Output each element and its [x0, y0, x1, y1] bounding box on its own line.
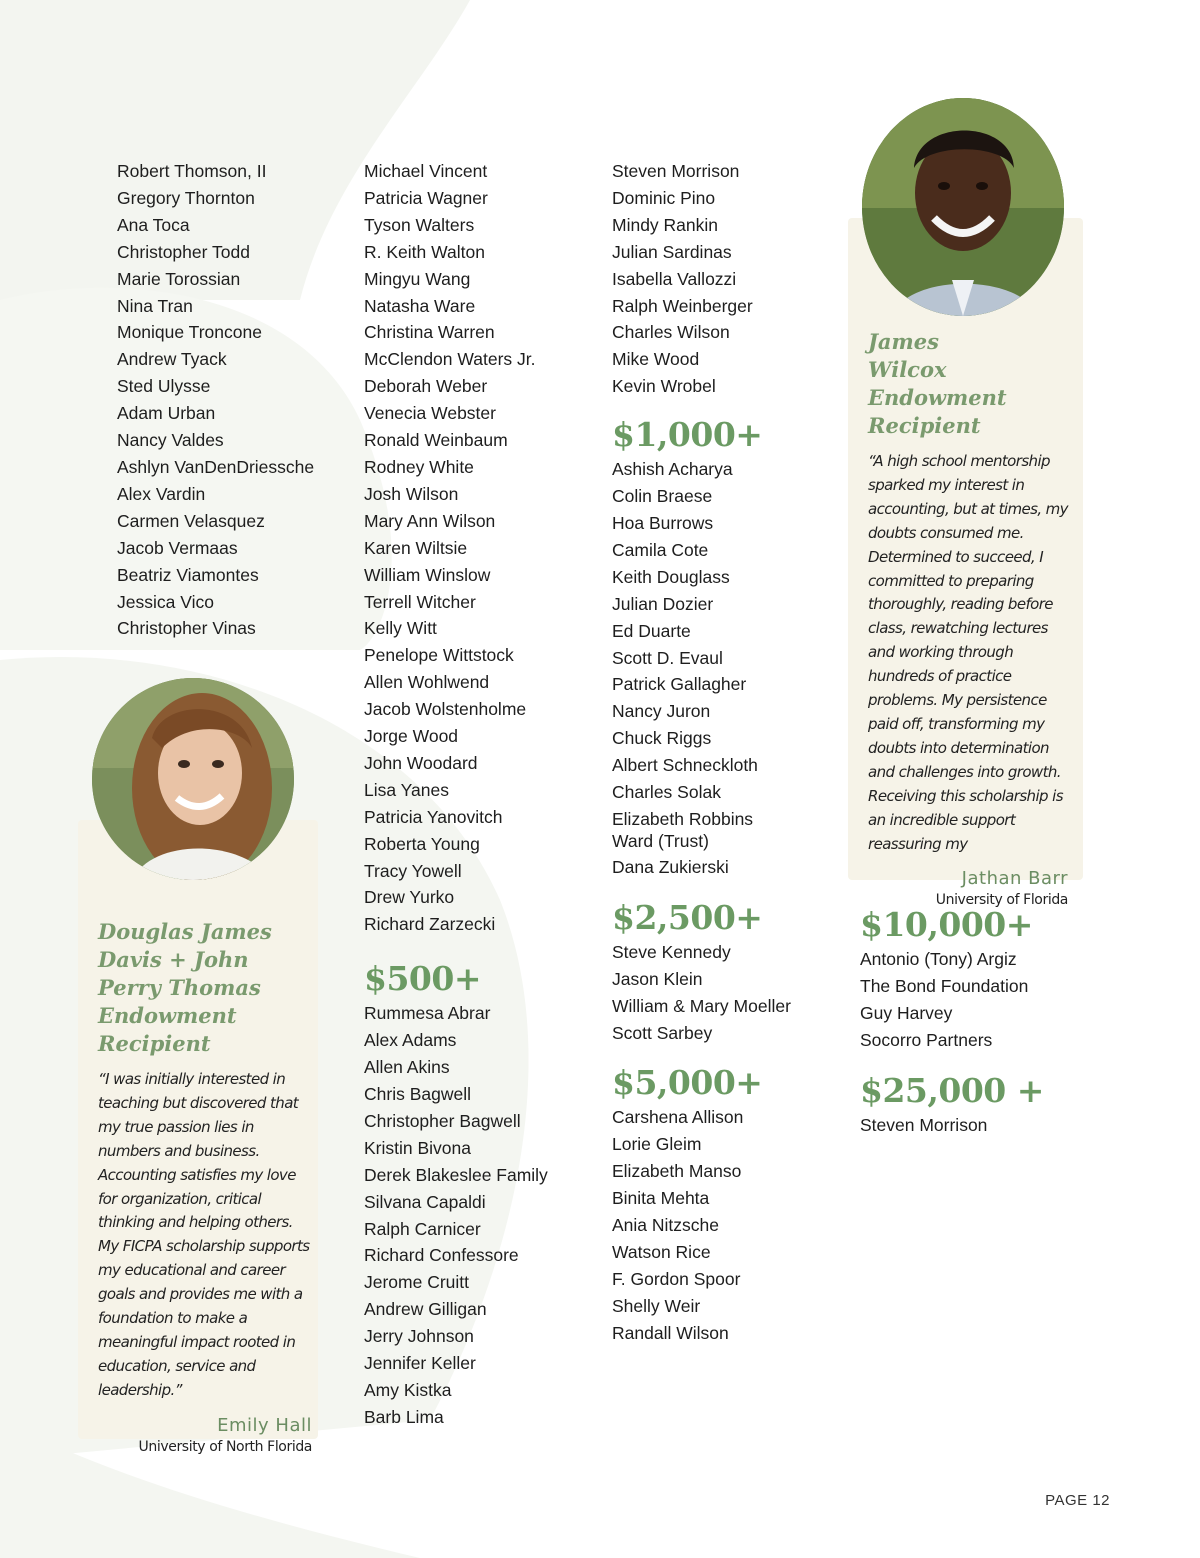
list-item: Nancy Juron	[612, 701, 711, 722]
list-item: Jacob Wolstenholme	[364, 699, 527, 720]
list-item: Jorge Wood	[364, 726, 459, 747]
recipient-school: University of North Florida	[138, 1438, 312, 1455]
column-2	[364, 158, 584, 1431]
list-item: Scott Sarbey	[612, 1022, 713, 1043]
list-item: Socorro Partners	[860, 1029, 993, 1050]
list-item: Allen Akins	[364, 1057, 450, 1078]
list-item: Richard Confessore	[364, 1245, 519, 1266]
list-item: Charles Wilson	[612, 322, 730, 343]
list-item: Barb Lima	[364, 1406, 444, 1427]
recipient-name: Emily Hall	[217, 1414, 312, 1436]
list-item: Josh Wilson	[364, 483, 459, 504]
recipient-name: Jathan Barr	[961, 868, 1068, 890]
list-item: Julian Dozier	[612, 593, 714, 614]
donor-list	[117, 158, 347, 642]
list-item: Ashlyn VanDenDriessche	[117, 456, 315, 477]
list-item: Ralph Carnicer	[364, 1218, 481, 1239]
list-item: Camila Cote	[612, 539, 709, 560]
list-item: Kevin Wrobel	[612, 376, 716, 397]
list-item: R. Keith Walton	[364, 241, 485, 262]
donor-list-25000	[860, 1112, 1080, 1139]
list-item: Terrell Witcher	[364, 591, 476, 612]
donor-list-1000	[612, 456, 832, 881]
recipient-photo-left	[92, 678, 294, 880]
list-item: Alex Vardin	[117, 483, 206, 504]
list-item: Guy Harvey	[860, 1002, 953, 1023]
list-item: Hoa Burrows	[612, 512, 714, 533]
portrait-icon	[92, 678, 294, 880]
list-item: Kristin Bivona	[364, 1137, 471, 1158]
list-item: Derek Blakeslee Family	[364, 1164, 548, 1185]
list-item: Watson Rice	[612, 1242, 711, 1262]
list-item: Nancy Valdes	[117, 430, 224, 451]
list-item: Julian Sardinas	[612, 241, 732, 262]
list-item: Michael Vincent	[364, 161, 488, 181]
list-item: Richard Zarzecki	[364, 914, 496, 935]
list-item: Dana Zukierski	[612, 856, 729, 877]
list-item: William & Mary Moeller	[612, 995, 791, 1016]
list-item: Andrew Tyack	[117, 349, 227, 370]
list-item: Amy Kistka	[364, 1379, 452, 1400]
list-item: Antonio (Tony) Argiz	[860, 949, 1017, 969]
list-item: Steven Morrison	[860, 1114, 988, 1135]
list-item: Adam Urban	[117, 403, 216, 424]
list-item: Jennifer Keller	[364, 1353, 476, 1374]
recipient-photo-right	[862, 98, 1064, 316]
list-item: Elizabeth Manso	[612, 1161, 742, 1182]
list-item: Jessica Vico	[117, 591, 214, 612]
list-item: Jerome Cruitt	[364, 1272, 470, 1293]
list-item: Isabella Vallozzi	[612, 268, 737, 289]
list-item: Penelope Wittstock	[364, 645, 514, 666]
donor-list	[612, 158, 832, 400]
list-item: Roberta Young	[364, 833, 480, 854]
list-item: Keith Douglass	[612, 566, 730, 587]
list-item: Christina Warren	[364, 322, 495, 343]
list-item: Alex Adams	[364, 1030, 457, 1051]
list-item: Robert Thomson, II	[117, 161, 267, 181]
list-item: Gregory Thornton	[117, 187, 255, 208]
donor-list	[364, 158, 584, 938]
list-item: F. Gordon Spoor	[612, 1268, 741, 1289]
list-item: Patrick Gallagher	[612, 674, 747, 695]
list-item: McClendon Waters Jr.	[364, 349, 536, 370]
list-item: Silvana Capaldi	[364, 1191, 486, 1212]
card-title: Douglas James Davis + John Perry Thomas Endowment Recipient	[98, 919, 272, 1056]
list-item: Carshena Allison	[612, 1107, 744, 1128]
list-item: Randall Wilson	[612, 1322, 729, 1343]
list-item: Ronald Weinbaum	[364, 430, 508, 451]
list-item: Natasha Ware	[364, 295, 476, 316]
list-item: Deborah Weber	[364, 376, 488, 397]
list-item: Elizabeth Robbins Ward (Trust)	[612, 808, 754, 852]
list-item: Drew Yurko	[364, 887, 455, 908]
column-4	[860, 904, 1080, 1139]
list-item: Binita Mehta	[612, 1188, 710, 1209]
list-item: Christopher Todd	[117, 241, 250, 262]
list-item: Steven Morrison	[612, 161, 740, 181]
list-item: Lisa Yanes	[364, 779, 449, 800]
list-item: William Winslow	[364, 564, 491, 585]
donor-list-5000	[612, 1104, 832, 1346]
list-item: Albert Schneckloth	[612, 755, 758, 776]
list-item: Rodney White	[364, 456, 474, 477]
list-item: Rummesa Abrar	[364, 1003, 491, 1024]
recipient-text-left	[98, 918, 312, 1455]
column-1	[117, 158, 347, 642]
recipient-school: University of Florida	[935, 892, 1068, 909]
list-item: Jason Klein	[612, 968, 703, 989]
donor-list-2500	[612, 939, 832, 1047]
list-item: John Woodard	[364, 752, 478, 773]
list-item: Kelly Witt	[364, 618, 437, 639]
donor-list-10000	[860, 946, 1080, 1054]
portrait-icon	[862, 98, 1064, 316]
list-item: Ania Nitzsche	[612, 1215, 719, 1236]
card-title: James Wilcox Endowment Recipient	[868, 329, 1007, 438]
level-heading-25000: $25,000 +	[860, 1070, 1044, 1110]
level-heading-1000: $1,000+	[612, 415, 763, 455]
list-item: Dominic Pino	[612, 187, 716, 208]
list-item: Jerry Johnson	[364, 1326, 474, 1347]
level-heading-5000: $5,000+	[612, 1063, 763, 1103]
list-item: Chris Bagwell	[364, 1084, 471, 1104]
list-item: Chuck Riggs	[612, 728, 712, 749]
list-item: Scott D. Evaul	[612, 647, 723, 668]
column-3	[612, 158, 832, 1347]
recipient-quote: “I was initially interested in teaching but discovered that my true passion lies in numbers and business. Accounting satisfies my love for organization, critical thinking and helping others. My FICPA scholarship supports my educational and career goals and provides me with a foundation to make a meaningful impact rooted in education, service and leadership.”	[98, 1070, 310, 1399]
list-item: Sted Ulysse	[117, 376, 211, 397]
list-item: Nina Tran	[117, 295, 193, 316]
list-item: Monique Troncone	[117, 322, 262, 343]
list-item: Ralph Weinberger	[612, 295, 753, 316]
list-item: Colin Braese	[612, 486, 713, 507]
level-heading-2500: $2,500+	[612, 897, 763, 937]
list-item: Jacob Vermaas	[117, 537, 238, 558]
list-item: Andrew Gilligan	[364, 1299, 487, 1320]
list-item: Ashish Acharya	[612, 459, 733, 480]
list-item: Marie Torossian	[117, 268, 241, 289]
list-item: Shelly Weir	[612, 1295, 701, 1316]
level-heading-10000: $10,000+	[860, 905, 1033, 944]
list-item: Ana Toca	[117, 214, 190, 235]
list-item: Ed Duarte	[612, 620, 691, 641]
list-item: Lorie Gleim	[612, 1134, 702, 1155]
list-item: Patricia Wagner	[364, 187, 488, 208]
list-item: Tyson Walters	[364, 214, 475, 235]
list-item: Mindy Rankin	[612, 214, 719, 235]
level-heading-500: $500+	[364, 959, 481, 999]
list-item: Christopher Bagwell	[364, 1110, 521, 1131]
list-item: Tracy Yowell	[364, 860, 462, 881]
donor-list-500	[364, 1000, 584, 1431]
list-item: Mingyu Wang	[364, 268, 471, 289]
list-item: The Bond Foundation	[860, 975, 1029, 996]
list-item: Allen Wohlwend	[364, 672, 490, 693]
list-item: Mary Ann Wilson	[364, 510, 496, 531]
list-item: Carmen Velasquez	[117, 510, 265, 531]
list-item: Karen Wiltsie	[364, 537, 468, 558]
recipient-quote: “A high school mentorship sparked my interest in accounting, but at times, my doubts consumed me. Determined to succeed, I committed to preparing thoroughly, reading before class, rewatching lectures and working through hundreds of practice problems. My persistence paid off, transforming my doubts into determination and challenges into growth. Receiving this scholarship is an incredible support reassuring my	[868, 452, 1068, 853]
list-item: Steve Kennedy	[612, 941, 731, 962]
list-item: Christopher Vinas	[117, 618, 256, 639]
list-item: Charles Solak	[612, 782, 721, 803]
list-item: Mike Wood	[612, 349, 700, 370]
page-number: PAGE 12	[1045, 1492, 1110, 1509]
list-item: Venecia Webster	[364, 403, 496, 424]
recipient-text-right	[868, 328, 1068, 908]
list-item: Beatriz Viamontes	[117, 564, 259, 585]
list-item: Patricia Yanovitch	[364, 806, 503, 827]
